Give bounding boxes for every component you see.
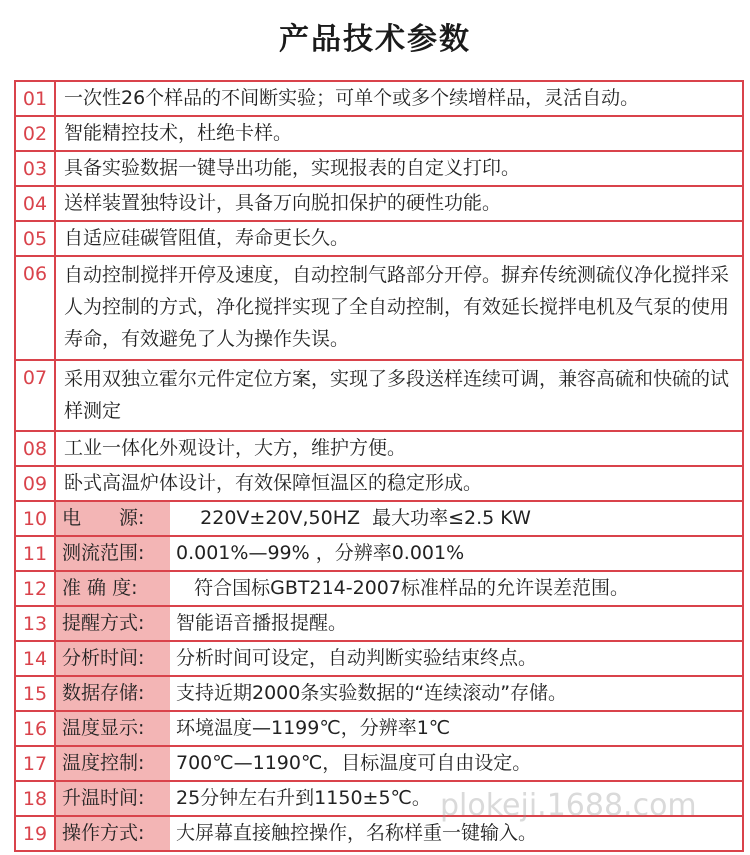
spec-label: 数据存储: [56,677,170,710]
feature-row [16,117,742,152]
spec-table [14,80,744,852]
spec-label: 温度显示: [56,712,170,745]
row-number: 06 [16,257,56,359]
feature-text: 一次性26个样品的不间断实验；可单个或多个续增样品，灵活自动。 [64,87,640,109]
feature-text: 自动控制搅拌开停及速度，自动控制气路部分开停。摒弃传统测硫仪净化搅拌采人为控制的方式，净化搅拌实现了全自动控制，有效延长搅拌电机及气泵的使用寿命，有效避免了人为操作失误。 [64,264,730,350]
spec-label: 升温时间: [56,782,170,815]
spec-value: 700℃—1190℃，目标温度可自由设定。 [176,752,532,774]
feature-row [16,467,742,502]
feature-text: 卧式高温炉体设计，有效保障恒温区的稳定形成。 [64,472,483,494]
spec-label: 分析时间: [56,642,170,675]
row-number: 02 [16,117,56,150]
row-number: 08 [16,432,56,465]
feature-row [16,82,742,117]
row-number: 11 [16,537,56,570]
spec-row [16,607,742,642]
spec-value: 220V±20V,50HZ 最大功率≤2.5 KW [176,507,531,529]
spec-value: 智能语音播报提醒。 [176,612,348,634]
row-number: 17 [16,747,56,780]
spec-value: 分析时间可设定，自动判断实验结束终点。 [176,647,538,669]
row-number: 14 [16,642,56,675]
row-number: 10 [16,502,56,535]
feature-row [16,222,742,257]
row-number: 12 [16,572,56,605]
feature-text: 采用双独立霍尔元件定位方案，实现了多段送样连续可调，兼容高硫和快硫的试样测定 [64,368,730,422]
spec-value: 25分钟左右升到1150±5℃。 [176,787,431,809]
feature-row [16,257,742,361]
spec-row [16,642,742,677]
row-number: 01 [16,82,56,115]
spec-row [16,502,742,537]
feature-row [16,432,742,467]
row-number: 05 [16,222,56,255]
feature-text: 智能精控技术，杜绝卡样。 [64,122,293,144]
row-number: 19 [16,817,56,850]
row-number: 13 [16,607,56,640]
spec-row [16,537,742,572]
row-number: 16 [16,712,56,745]
feature-text: 具备实验数据一键导出功能，实现报表的自定义打印。 [64,157,521,179]
spec-label: 测流范围: [56,537,170,570]
spec-value: 支持近期2000条实验数据的“连续滚动”存储。 [176,682,568,704]
row-number: 15 [16,677,56,710]
spec-label: 操作方式: [56,817,170,850]
spec-value: 大屏幕直接触控操作，名称样重一键输入。 [176,822,538,844]
feature-text: 送样装置独特设计，具备万向脱扣保护的硬性功能。 [64,192,502,214]
spec-row [16,712,742,747]
feature-row [16,152,742,187]
spec-label: 电 源: [56,502,170,535]
row-number: 03 [16,152,56,185]
feature-row [16,187,742,222]
row-number: 09 [16,467,56,500]
spec-label: 温度控制: [56,747,170,780]
watermark: plokeji.1688.com [440,788,697,823]
spec-row [16,747,742,782]
feature-row [16,361,742,432]
spec-value: 符合国标GBT214-2007标准样品的允许误差范围。 [176,577,629,599]
spec-value: 0.001%—99% ，分辨率0.001% [176,542,465,564]
spec-row [16,572,742,607]
row-number: 18 [16,782,56,815]
spec-label: 准 确 度: [56,572,170,605]
page-title: 产品技术参数 [279,22,471,57]
feature-text: 自适应硅碳管阻值，寿命更长久。 [64,227,350,249]
spec-row [16,677,742,712]
spec-value: 环境温度—1199℃，分辨率1℃ [176,717,451,739]
row-number: 04 [16,187,56,220]
row-number: 07 [16,361,56,430]
spec-label: 提醒方式: [56,607,170,640]
feature-text: 工业一体化外观设计，大方，维护方便。 [64,437,407,459]
